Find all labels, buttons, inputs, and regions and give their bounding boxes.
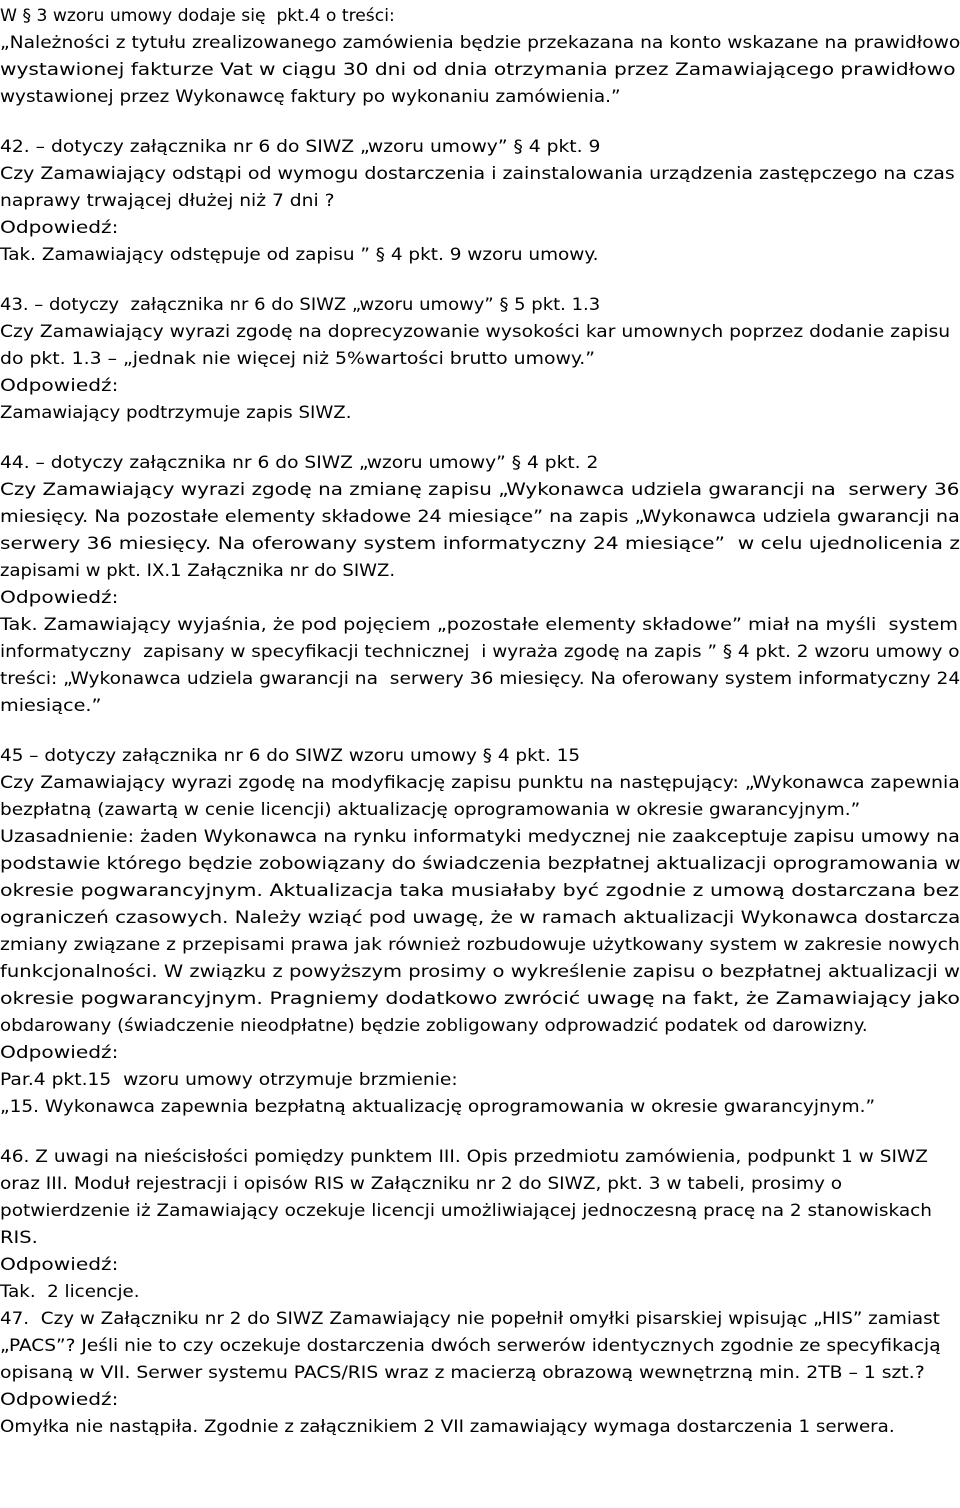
text-line: Odpowiedź: (0, 1390, 119, 1409)
text-line: Czy Zamawiający wyrazi zgodę na zmianę zapisu „Wykonawca udziela gwarancji na serwery 36 (0, 480, 960, 499)
text-line: „15. Wykonawca zapewnia bezpłatną aktualizację oprogramowania w okresie gwarancyjnym.” (0, 1097, 876, 1116)
text-line: treści: „Wykonawca udziela gwarancji na serwery 36 miesięcy. Na oferowany system informatyczny 24 (0, 669, 960, 688)
text-line: Odpowiedź: (0, 588, 119, 607)
text-line: „PACS”? Jeśli nie to czy oczekuje dostarczenia dwóch serwerów identycznych zgodnie ze specyfikacją (0, 1336, 941, 1355)
text-line: W § 3 wzoru umowy dodaje się pkt.4 o treści: (0, 6, 395, 25)
text-line: do pkt. 1.3 – „jednak nie więcej niż 5%wartości brutto umowy.” (0, 349, 596, 368)
text-line: 42. – dotyczy załącznika nr 6 do SIWZ „wzoru umowy” § 4 pkt. 9 (0, 137, 601, 156)
text-line: 45 – dotyczy załącznika nr 6 do SIWZ wzoru umowy § 4 pkt. 15 (0, 746, 581, 765)
text-line: Zamawiający podtrzymuje zapis SIWZ. (0, 403, 352, 422)
text-line: podstawie którego będzie zobowiązany do świadczenia bezpłatnej aktualizacji oprogramowania w (0, 854, 960, 873)
text-line: Czy Zamawiający wyrazi zgodę na modyfikację zapisu punktu na następujący: „Wykonawca zapewnia (0, 773, 960, 792)
text-line: obdarowany (świadczenie nieodpłatne) będzie zobligowany odprowadzić podatek od darowizny. (0, 1016, 868, 1035)
text-line: Par.4 pkt.15 wzoru umowy otrzymuje brzmienie: (0, 1070, 458, 1089)
text-line: Czy Zamawiający wyrazi zgodę na doprecyzowanie wysokości kar umownych poprzez dodanie zapisu (0, 322, 951, 341)
text-line: RIS. (0, 1228, 38, 1247)
text-line: zmiany związane z przepisami prawa jak również rozbudowuje użytkowany system w zakresie nowych (0, 935, 960, 954)
text-line: oraz III. Moduł rejestracji i opisów RIS w Załączniku nr 2 do SIWZ, pkt. 3 w tabeli, prosimy o (0, 1174, 843, 1193)
text-line: Tak. Zamawiający odstępuje od zapisu ” § 4 pkt. 9 wzoru umowy. (0, 245, 599, 264)
text-line: Odpowiedź: (0, 218, 119, 237)
text-line: informatyczny zapisany w specyfikacji technicznej i wyraża zgodę na zapis ” § 4 pkt. 2 wzoru umowy o (0, 642, 960, 661)
text-line: bezpłatną (zawartą w cenie licencji) aktualizację oprogramowania w okresie gwarancyjnym.” (0, 800, 861, 819)
text-line: zapisami w pkt. IX.1 Załącznika nr do SIWZ. (0, 561, 396, 580)
text-line: miesięcy. Na pozostałe elementy składowe 24 miesiące” na zapis „Wykonawca udziela gwarancji na (0, 507, 960, 526)
text-line: potwierdzenie iż Zamawiający oczekuje licencji umożliwiającej jednoczesną pracę na 2 stanowiskach (0, 1201, 932, 1220)
text-line: 44. – dotyczy załącznika nr 6 do SIWZ „wzoru umowy” § 4 pkt. 2 (0, 453, 599, 472)
text-line: Tak. Zamawiający wyjaśnia, że pod pojęciem „pozostałe elementy składowe” miał na myśli system (0, 615, 959, 634)
text-line: ograniczeń czasowych. Należy wziąć pod uwagę, że w ramach aktualizacji Wykonawca dostarcza (0, 908, 960, 927)
text-line: 46. Z uwagi na nieścisłości pomiędzy punktem III. Opis przedmiotu zamówienia, podpunkt 1 w SIWZ (0, 1147, 928, 1166)
text-line: Omyłka nie nastąpiła. Zgodnie z załącznikiem 2 VII zamawiający wymaga dostarczenia 1 serwera. (0, 1417, 895, 1436)
text-line: „Należności z tytułu zrealizowanego zamówienia będzie przekazana na konto wskazane na prawidłowo (0, 33, 960, 52)
text-line: Uzasadnienie: żaden Wykonawca na rynku informatyki medycznej nie zaakceptuje zapisu umowy na (0, 827, 960, 846)
text-line: okresie pogwarancyjnym. Pragniemy dodatkowo zwrócić uwagę na fakt, że Zamawiający jako (0, 989, 960, 1008)
text-line: miesiące.” (0, 696, 102, 715)
text-line: Odpowiedź: (0, 1043, 119, 1062)
text-line: 43. – dotyczy załącznika nr 6 do SIWZ „wzoru umowy” § 5 pkt. 1.3 (0, 295, 601, 314)
text-line: opisaną w VII. Serwer systemu PACS/RIS wraz z macierzą obrazową wewnętrzną min. 2TB – 1 szt.? (0, 1363, 925, 1382)
text-line: funkcjonalności. W związku z powyższym prosimy o wykreślenie zapisu o bezpłatnej aktualizacji w (0, 962, 960, 981)
text-line: Czy Zamawiający odstąpi od wymogu dostarczenia i zainstalowania urządzenia zastępczego na czas (0, 164, 955, 183)
text-line: okresie pogwarancyjnym. Aktualizacja taka musiałaby być zgodnie z umową dostarczana bez (0, 881, 960, 900)
text-line: 47. Czy w Załączniku nr 2 do SIWZ Zamawiający nie popełnił omyłki pisarskiej wpisując „HIS” zamiast (0, 1309, 940, 1328)
text-line: wystawionej przez Wykonawcę faktury po wykonaniu zamówienia.” (0, 87, 621, 106)
text-line: Odpowiedź: (0, 1255, 119, 1274)
text-line: Tak. 2 licencje. (0, 1282, 140, 1301)
text-line: serwery 36 miesięcy. Na oferowany system informatyczny 24 miesiące” w celu ujednolicenia z (0, 534, 960, 553)
text-line: Odpowiedź: (0, 376, 119, 395)
text-line: naprawy trwającej dłużej niż 7 dni ? (0, 191, 335, 210)
text-line: wystawionej fakturze Vat w ciągu 30 dni od dnia otrzymania przez Zamawiającego prawidłowo (0, 60, 956, 79)
